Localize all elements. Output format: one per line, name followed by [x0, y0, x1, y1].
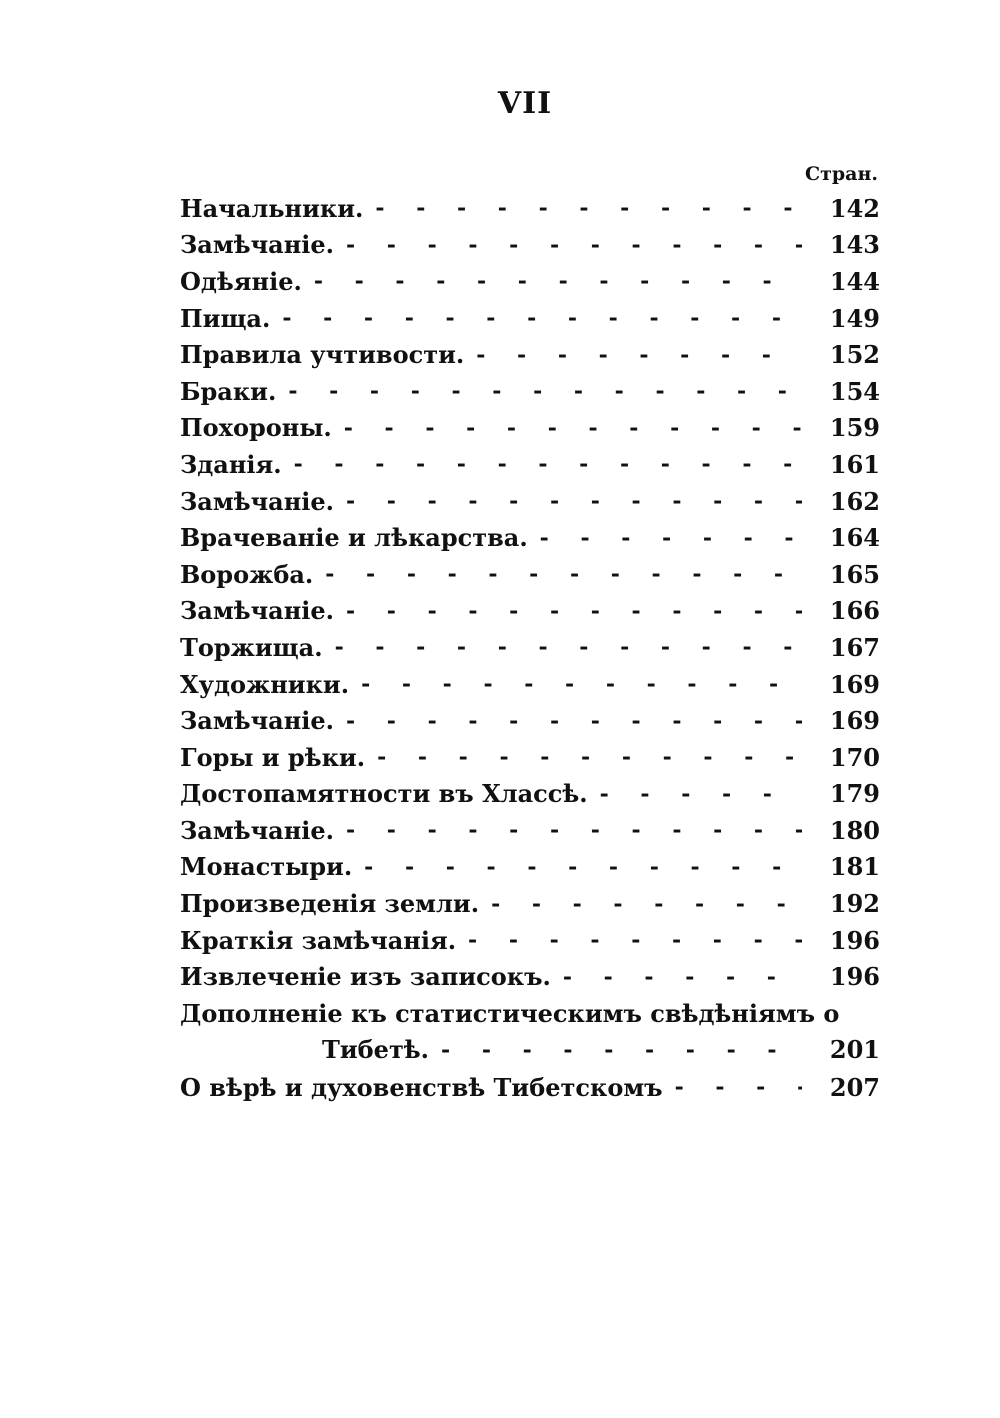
toc-entry-page: 196: [829, 962, 880, 992]
toc-entry-page: 159: [829, 413, 880, 443]
toc-entry: [180, 922, 880, 959]
toc-entry: [180, 958, 880, 995]
toc-entry: [180, 776, 880, 813]
toc-entry-page: 152: [829, 340, 880, 370]
dot-leader: [282, 451, 802, 477]
dot-leader: [334, 232, 802, 258]
toc-entry-title: Пища.: [180, 303, 271, 333]
dot-leader: [456, 927, 802, 953]
toc-entry-title: Правила учтивости.: [180, 340, 465, 370]
dot-leader: [313, 561, 802, 587]
toc-entry-title: Художники.: [180, 669, 350, 699]
toc-entry-page: 167: [829, 632, 880, 662]
toc-entry-title: Врачеваніе и лѣкарства.: [180, 523, 528, 553]
toc-entry-title: Замѣчаніе.: [180, 706, 335, 736]
toc-entry-page: 154: [829, 376, 880, 406]
toc-entry-page: 142: [829, 193, 880, 223]
toc-entry-title: Краткія замѣчанія.: [180, 925, 457, 955]
toc-entry-page: 165: [829, 559, 880, 589]
toc-entry-page: 196: [829, 925, 880, 955]
dot-leader: [588, 781, 802, 807]
toc-entry-title: Одѣяніе.: [180, 266, 302, 296]
dot-leader: [332, 415, 802, 441]
toc-entry-page: 180: [829, 815, 880, 845]
dot-leader: [323, 634, 802, 660]
dot-leader: [429, 1037, 802, 1063]
toc-entry: [180, 593, 880, 630]
toc-entry: [180, 483, 880, 520]
toc-entry: [180, 336, 880, 373]
toc-entry-page: 201: [829, 1035, 880, 1065]
toc-entry: [180, 1068, 880, 1106]
toc-entry: [180, 263, 880, 300]
toc-entry-title: Горы и рѣки.: [180, 742, 366, 772]
dot-leader: [365, 744, 802, 770]
toc-entry-page: 162: [829, 486, 880, 516]
toc-entry-page: 144: [829, 266, 880, 296]
toc-entry-page: 166: [829, 596, 880, 626]
dot-leader: [352, 854, 802, 880]
dot-leader: [302, 268, 802, 294]
dot-leader: [334, 817, 802, 843]
toc-entry-title: Замѣчаніе.: [180, 486, 335, 516]
toc-entry-page: 192: [829, 889, 880, 919]
dot-leader: [334, 708, 802, 734]
toc-entry: [180, 849, 880, 886]
toc-entry-page: 149: [829, 303, 880, 333]
toc-entry-page: 181: [829, 852, 880, 882]
page-column-header: Стран.: [804, 163, 878, 185]
toc-entry-page: 143: [829, 230, 880, 260]
toc-entry-title: Замѣчаніе.: [180, 815, 335, 845]
toc-entry-title: Похороны.: [180, 413, 332, 443]
dot-leader: [349, 671, 802, 697]
dot-leader: [276, 378, 802, 404]
toc-entry-title: Начальники.: [180, 193, 364, 223]
toc-entry-page: 164: [829, 523, 880, 553]
toc-entry-title: Дополненіе къ статистическимъ свѣдѣніямъ о: [180, 998, 840, 1028]
page-number: VII: [497, 86, 553, 121]
toc-entry-page: 169: [829, 706, 880, 736]
toc-entry: [180, 446, 880, 483]
toc-entry: [180, 666, 880, 703]
toc-entry-title: Произведенія земли.: [180, 889, 480, 919]
toc-entry: [180, 556, 880, 593]
toc-entry-page: 161: [829, 449, 880, 479]
toc-entry-page: 179: [829, 779, 880, 809]
toc-entry-title: Достопамятности въ Хлассѣ.: [180, 779, 588, 809]
dot-leader: [528, 525, 802, 551]
toc-entry: [180, 519, 880, 556]
toc-entry: [180, 739, 880, 776]
toc-entry-title: Тибетѣ.: [322, 1035, 430, 1065]
toc-entry-title: Замѣчаніе.: [180, 230, 335, 260]
toc-entry-title: Извлеченіе изъ записокъ.: [180, 962, 551, 992]
toc-entry-page: 170: [829, 742, 880, 772]
dot-leader: [464, 342, 802, 368]
toc-entry: [180, 227, 880, 264]
toc-entry: [180, 190, 880, 227]
toc-entry: [180, 1032, 880, 1069]
dot-leader: [663, 1074, 802, 1100]
toc-entry-title: Зданія.: [180, 449, 282, 479]
toc-entry: [180, 702, 880, 739]
dot-leader: [479, 891, 802, 917]
dot-leader: [334, 598, 802, 624]
toc-entry-title: Браки.: [180, 376, 277, 406]
toc-entry-page: 169: [829, 669, 880, 699]
toc-entry-title: Замѣчаніе.: [180, 596, 335, 626]
toc-entry: [180, 885, 880, 922]
toc-entry-title: Торжища.: [180, 632, 323, 662]
toc-entry: [180, 410, 880, 447]
toc-entry: [180, 812, 880, 849]
toc-entry-page: 207: [829, 1072, 880, 1102]
toc-entry: [180, 629, 880, 666]
table-of-contents: [180, 190, 880, 1106]
toc-entry-title: Ворожба.: [180, 559, 314, 589]
toc-entry: [180, 373, 880, 410]
dot-leader: [363, 195, 802, 221]
toc-entry: [180, 995, 880, 1032]
toc-entry: [180, 300, 880, 337]
dot-leader: [551, 964, 802, 990]
dot-leader: [334, 488, 802, 514]
toc-entry-title: Монастыри.: [180, 852, 353, 882]
dot-leader: [270, 305, 802, 331]
toc-entry-title: О вѣрѣ и духовенствѣ Тибетскомъ: [180, 1072, 663, 1102]
